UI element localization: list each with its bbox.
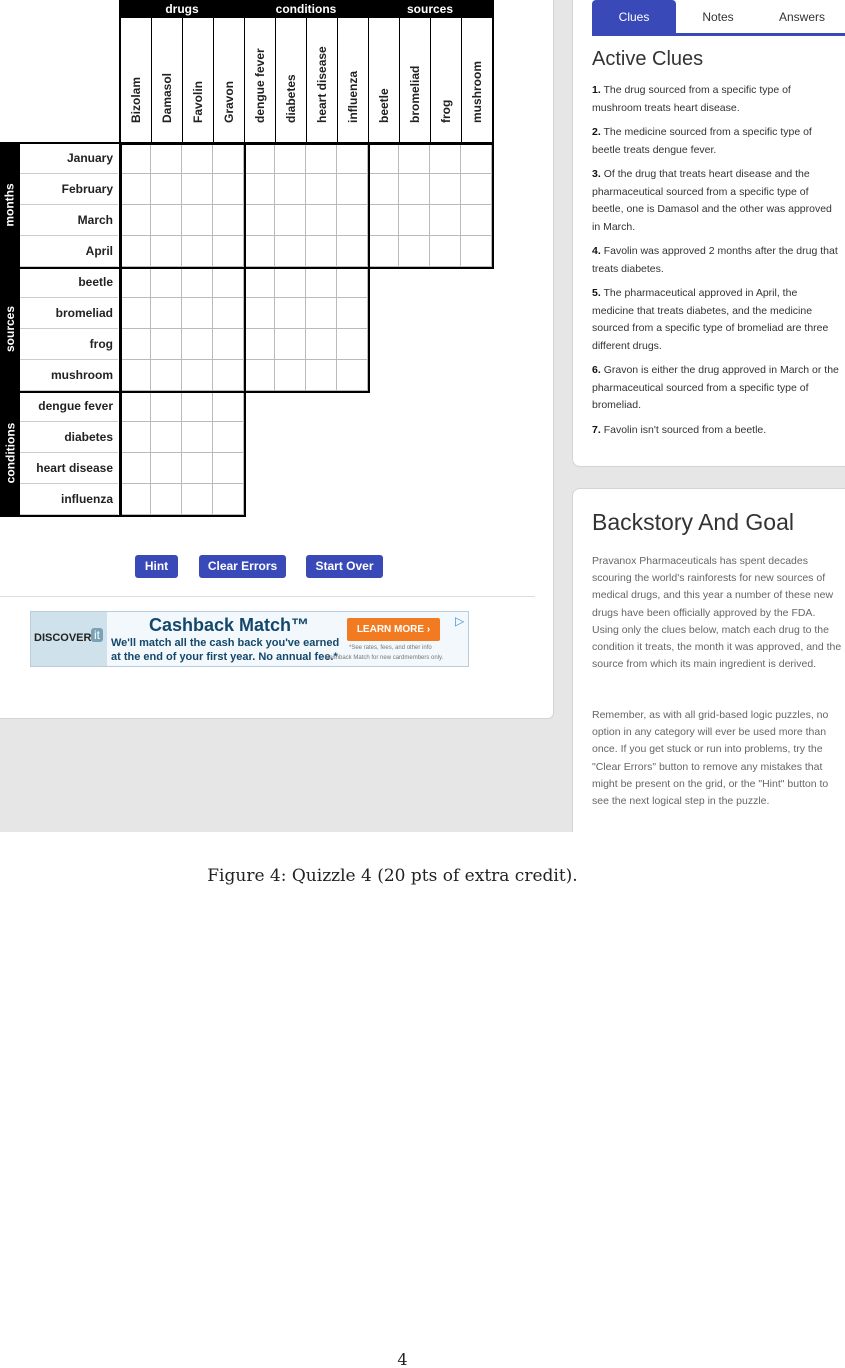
grid-cell[interactable] — [182, 453, 213, 484]
grid-cell[interactable] — [213, 360, 244, 391]
grid-cell[interactable] — [337, 267, 368, 298]
clue-item[interactable] — [592, 362, 842, 415]
figure-caption: Figure 4: Quizzle 4 (20 pts of extra credit). — [207, 866, 578, 886]
grid-cell[interactable] — [120, 453, 151, 484]
column-category-drugs: drugs — [120, 0, 244, 18]
grid-cell[interactable] — [461, 205, 492, 236]
grid-cell[interactable] — [399, 143, 430, 174]
clue-item[interactable] — [592, 124, 842, 159]
grid-cell[interactable] — [275, 174, 306, 205]
tab-bar — [592, 0, 845, 36]
grid-cell[interactable] — [120, 236, 151, 267]
grid-cell[interactable] — [151, 360, 182, 391]
column-label-drugs — [182, 18, 213, 143]
row-label-conditions: heart disease — [20, 453, 118, 484]
grid-cell[interactable] — [213, 205, 244, 236]
row-label-months: February — [20, 174, 118, 205]
grid-cell[interactable] — [306, 143, 337, 174]
grid-cell[interactable] — [430, 143, 461, 174]
ad-text-line: at the end of your first year. No annual fee.* — [111, 651, 338, 663]
grid-cell[interactable] — [182, 236, 213, 267]
clues-card — [572, 0, 845, 467]
grid-cell[interactable] — [213, 298, 244, 329]
column-label-text: Gravon — [222, 80, 236, 123]
clue-list — [592, 82, 842, 446]
grid-cell[interactable] — [120, 174, 151, 205]
grid-cell[interactable] — [275, 236, 306, 267]
column-label-conditions — [275, 18, 306, 143]
ad-brand-it: it — [91, 628, 103, 642]
grid-cell[interactable] — [399, 236, 430, 267]
grid-cell[interactable] — [151, 298, 182, 329]
grid-cell[interactable] — [337, 143, 368, 174]
grid-cell[interactable] — [461, 143, 492, 174]
grid-cell[interactable] — [213, 329, 244, 360]
grid-cell[interactable] — [182, 205, 213, 236]
grid-cell[interactable] — [151, 329, 182, 360]
backstory-heading: Backstory And Goal — [592, 509, 794, 535]
clue-number: 5. — [592, 287, 601, 299]
grid-cell[interactable] — [306, 329, 337, 360]
puzzle-panel — [0, 0, 554, 719]
grid-cell[interactable] — [399, 205, 430, 236]
grid-cell[interactable] — [120, 484, 151, 515]
grid-cell[interactable] — [306, 360, 337, 391]
grid-cell[interactable] — [244, 329, 275, 360]
column-label-text: influenza — [346, 70, 360, 123]
grid-cell[interactable] — [182, 143, 213, 174]
ad-text-line: We'll match all the cash back you've earned — [111, 637, 340, 649]
row-label-sources: frog — [20, 329, 118, 360]
grid-cell[interactable] — [306, 236, 337, 267]
tab-answers[interactable]: Answers — [778, 10, 825, 24]
column-label-drugs — [120, 18, 151, 143]
clue-item[interactable] — [592, 166, 842, 236]
row-label-sources: beetle — [20, 267, 118, 298]
grid-cell[interactable] — [182, 422, 213, 453]
row-category-months — [0, 143, 20, 267]
column-label-text: Damasol — [160, 72, 174, 123]
grid-cell[interactable] — [337, 205, 368, 236]
clues-heading: Active Clues — [592, 48, 704, 70]
grid-cell[interactable] — [151, 484, 182, 515]
grid-cell[interactable] — [151, 267, 182, 298]
row-label-conditions: influenza — [20, 484, 118, 515]
clue-number: 1. — [592, 84, 601, 96]
column-label-conditions — [244, 18, 275, 143]
clue-item[interactable] — [592, 243, 842, 278]
grid-cell[interactable] — [182, 391, 213, 422]
grid-cell[interactable] — [120, 267, 151, 298]
clue-text: The medicine sourced from a specific type of beetle treats dengue fever. — [592, 126, 812, 156]
column-category-conditions: conditions — [244, 0, 368, 18]
clue-item[interactable] — [592, 422, 842, 440]
row-block-divider — [0, 515, 120, 517]
page-number: 4 — [397, 1350, 408, 1368]
backstory-card — [572, 488, 845, 832]
column-label-conditions — [337, 18, 368, 143]
grid-cell[interactable] — [120, 329, 151, 360]
grid-cell[interactable] — [244, 267, 275, 298]
grid-cell[interactable] — [337, 329, 368, 360]
grid-cell[interactable] — [306, 267, 337, 298]
row-label-months: April — [20, 236, 118, 267]
ad-learn-more-button[interactable]: LEARN MORE › — [347, 618, 440, 641]
grid-cell[interactable] — [368, 143, 399, 174]
column-label-text: Favolin — [191, 80, 205, 123]
ad-fine-print: *See rates, fees, and other info — [349, 645, 432, 651]
column-label-drugs — [151, 18, 182, 143]
clue-text: Favolin isn't sourced from a beetle. — [603, 423, 767, 436]
grid-cell[interactable] — [182, 267, 213, 298]
grid-cell[interactable] — [306, 205, 337, 236]
grid-cell[interactable] — [368, 174, 399, 205]
column-label-text: diabetes — [284, 74, 298, 123]
clue-text: The drug sourced from a specific type of mushroom treats heart disease. — [592, 84, 791, 114]
grid-cell[interactable] — [151, 205, 182, 236]
column-label-text: dengue fever — [253, 48, 267, 123]
grid-cell[interactable] — [151, 174, 182, 205]
row-category-sources — [0, 267, 20, 391]
grid-cell[interactable] — [120, 422, 151, 453]
column-label-text: mushroom — [470, 60, 484, 123]
row-label-border — [119, 0, 121, 517]
grid-cell[interactable] — [337, 174, 368, 205]
grid-cell[interactable] — [151, 453, 182, 484]
row-category-conditions — [0, 391, 20, 515]
grid-cell[interactable] — [151, 143, 182, 174]
clue-item[interactable] — [592, 82, 842, 117]
grid-cell[interactable] — [244, 174, 275, 205]
ad-choices-icon[interactable]: ▷ — [455, 614, 465, 628]
grid-cell[interactable] — [213, 143, 244, 174]
grid-cell[interactable] — [368, 236, 399, 267]
grid-cell[interactable] — [244, 298, 275, 329]
grid-cell[interactable] — [213, 484, 244, 515]
grid-cell[interactable] — [182, 360, 213, 391]
grid-cell[interactable] — [399, 174, 430, 205]
row-label-conditions: diabetes — [20, 422, 118, 453]
column-label-text: Bizolam — [129, 76, 143, 123]
grid-cell[interactable] — [244, 360, 275, 391]
clue-number: 4. — [592, 245, 601, 257]
grid-cell[interactable] — [213, 267, 244, 298]
clue-number: 2. — [592, 126, 601, 138]
backstory-paragraph: Pravanox Pharmaceuticals has spent decades scouring the world's rainforests for new sources of medical drugs, and this year a number of these new drugs have been officially approved by the FDA. Using only the clues below, match each drug to the condition it treats, the month it was approved, and the source from which its main ingredient is derived. — [592, 555, 842, 671]
grid-cell[interactable] — [368, 205, 399, 236]
grid-cell[interactable] — [244, 236, 275, 267]
column-label-sources — [430, 18, 461, 143]
clue-text: Favolin was approved 2 months after the drug that treats diabetes. — [592, 245, 838, 275]
column-label-drugs — [213, 18, 244, 143]
logic-grid — [0, 0, 554, 530]
row-category-text: months — [3, 183, 17, 227]
column-label-text: frog — [439, 99, 453, 123]
grid-cell[interactable] — [213, 422, 244, 453]
row-label-sources: bromeliad — [20, 298, 118, 329]
row-label-months: March — [20, 205, 118, 236]
grid-cell[interactable] — [306, 298, 337, 329]
header-bottom-border — [0, 142, 494, 144]
clue-text: The pharmaceutical approved in April, the medicine that treats diabetes, and the medicine sourced from a specific type of bromeliad are three different drugs. — [592, 287, 829, 352]
ad-fine-print: Cashback Match for new cardmembers only. — [325, 655, 444, 661]
grid-cell[interactable] — [430, 174, 461, 205]
tab-clues[interactable]: Clues — [592, 0, 676, 34]
grid-cell[interactable] — [244, 143, 275, 174]
ad-brand-logo: DISCOVER — [34, 632, 92, 644]
grid-cell[interactable] — [461, 174, 492, 205]
grid-cell[interactable] — [275, 267, 306, 298]
clue-text: Gravon is either the drug approved in March or the pharmaceutical sourced from a specific type of bromeliad. — [592, 364, 839, 411]
clue-item[interactable] — [592, 285, 842, 355]
row-label-sources: mushroom — [20, 360, 118, 391]
grid-cell[interactable] — [430, 236, 461, 267]
grid-cell[interactable] — [275, 205, 306, 236]
column-label-conditions — [306, 18, 337, 143]
row-label-months: January — [20, 143, 118, 174]
grid-cell[interactable] — [213, 236, 244, 267]
clue-number: 3. — [592, 168, 601, 180]
grid-cell[interactable] — [430, 205, 461, 236]
column-label-text: heart disease — [315, 46, 329, 123]
column-label-sources — [461, 18, 492, 143]
grid-cell[interactable] — [182, 174, 213, 205]
grid-cell[interactable] — [461, 236, 492, 267]
grid-cell[interactable] — [182, 298, 213, 329]
clue-text: Of the drug that treats heart disease and the pharmaceutical sourced from a specific type of beetle, one is Damasol and the other was approved in March. — [592, 168, 832, 233]
column-label-text: bromeliad — [408, 65, 422, 123]
ad-title: Cashback Match™ — [149, 615, 310, 635]
grid-cell[interactable] — [306, 174, 337, 205]
grid-cell[interactable] — [120, 391, 151, 422]
grid-cell[interactable] — [151, 391, 182, 422]
backstory-paragraph: Remember, as with all grid-based logic puzzles, no option in any category will ever be used more than once. If you get stuck or run into problems, try the "Clear Errors" button to remove any mistakes that might be present on the grid, or the "Hint" button to see the next logical step in the puzzle. — [592, 709, 829, 808]
grid-cell[interactable] — [275, 329, 306, 360]
grid-cell[interactable] — [244, 205, 275, 236]
grid-cell[interactable] — [337, 360, 368, 391]
grid-cell[interactable] — [120, 360, 151, 391]
tab-notes[interactable]: Notes — [702, 10, 734, 24]
column-category-sources: sources — [368, 0, 492, 18]
row-category-text: conditions — [3, 422, 18, 484]
column-label-text: beetle — [377, 88, 391, 123]
clear-errors-button[interactable]: Clear Errors — [199, 555, 286, 578]
divider — [0, 596, 535, 597]
grid-cell[interactable] — [213, 453, 244, 484]
grid-cell[interactable] — [120, 143, 151, 174]
clue-number: 6. — [592, 364, 601, 376]
row-label-conditions: dengue fever — [20, 391, 118, 422]
grid-cell[interactable] — [275, 298, 306, 329]
grid-cell[interactable] — [337, 236, 368, 267]
column-label-sources — [399, 18, 430, 143]
grid-cell[interactable] — [275, 360, 306, 391]
row-category-text: sources — [3, 305, 17, 353]
grid-cell[interactable] — [151, 236, 182, 267]
grid-cell[interactable] — [120, 298, 151, 329]
grid-cell[interactable] — [275, 143, 306, 174]
hint-button[interactable]: Hint — [135, 555, 178, 578]
clue-number: 7. — [592, 423, 601, 436]
grid-cell[interactable] — [337, 298, 368, 329]
grid-cell[interactable] — [120, 205, 151, 236]
column-label-sources — [368, 18, 399, 143]
grid-cell[interactable] — [182, 329, 213, 360]
header-border — [492, 0, 494, 143]
advertisement-banner[interactable] — [30, 611, 469, 667]
grid-cell[interactable] — [182, 484, 213, 515]
grid-cell[interactable] — [213, 174, 244, 205]
start-over-button[interactable]: Start Over — [306, 555, 383, 578]
grid-cell[interactable] — [151, 422, 182, 453]
grid-cell[interactable] — [213, 391, 244, 422]
